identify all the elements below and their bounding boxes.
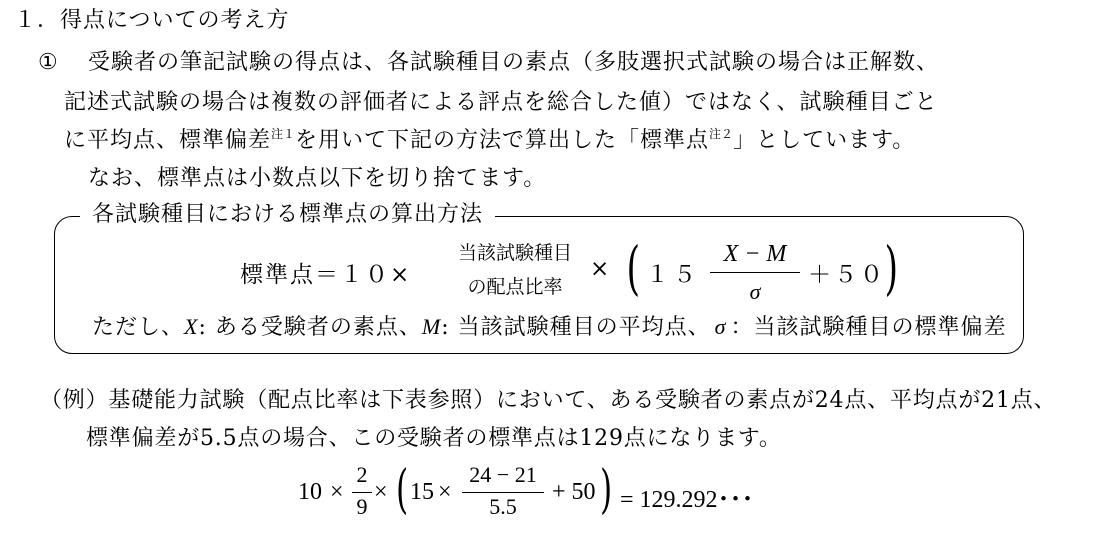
var-x: X — [184, 314, 199, 339]
fraction-deviation-denominator: σ — [749, 279, 761, 304]
example-fifteen: 15 — [410, 479, 434, 505]
definition-m: : 当該試験種目の平均点、 — [441, 315, 711, 340]
example-fraction-ratio-numerator: 2 — [356, 462, 368, 487]
definition-x: : ある受験者の素点、 — [198, 315, 422, 340]
fraction-weight-numerator: 当該試験種目 — [457, 242, 572, 264]
formula-fifteen: １５ — [646, 262, 700, 288]
example-plus-fifty: + 50 — [552, 479, 596, 505]
footnote-ref-1: 注１ — [271, 127, 296, 141]
example-fraction-ratio — [350, 462, 374, 520]
fraction-deviation-numerator: X − M — [723, 241, 787, 267]
example-times-3: × — [438, 479, 452, 505]
paragraph-line-3 — [64, 126, 915, 158]
example-fraction-deviation — [458, 462, 548, 520]
var-sigma: σ — [714, 314, 727, 339]
formula-box-title: 各試験種目における標準点の算出方法 — [80, 200, 495, 230]
example-fraction-ratio-bar — [352, 492, 372, 493]
paragraph-line-2: 記述式試験の場合は複数の評価者による評点を総合した値）ではなく、試験種目ごと — [64, 90, 938, 115]
paragraph-line-4: なお、標準点は小数点以下を切り捨てます。 — [88, 166, 547, 191]
fraction-weight-denominator: の配点比率 — [467, 276, 563, 298]
left-parenthesis: ( — [626, 234, 641, 302]
example-ten: 10 — [298, 479, 322, 505]
formula-lhs: 標準点＝１０× — [240, 262, 412, 288]
paragraph-line-3-part-a: に平均点、標準偏差 — [64, 128, 272, 153]
footnote-ref-2: 注２ — [709, 127, 734, 141]
paragraph-marker: ① — [38, 50, 59, 75]
example-line-1: （例）基礎能力試験（配点比率は下表参照）において、ある受験者の素点が24点、平均点が21点、 — [40, 388, 1057, 413]
fraction-deviation — [706, 240, 804, 306]
variable-definitions — [92, 312, 1006, 343]
section-heading: １．得点についての考え方 — [14, 8, 290, 33]
paragraph-line-3-part-c: 」としています。 — [733, 128, 916, 153]
right-parenthesis: ) — [884, 234, 899, 302]
example-fraction-ratio-denominator: 9 — [356, 494, 368, 519]
example-times-2: × — [374, 479, 388, 505]
var-m: M — [421, 314, 442, 339]
fraction-weight — [440, 240, 590, 300]
example-fraction-deviation-denominator: 5.5 — [489, 494, 517, 519]
example-times-1: × — [330, 479, 344, 505]
definition-sigma: ：当該試験種目の標準偏差 — [730, 315, 1007, 340]
example-result: = 129.292･･･ — [620, 487, 754, 513]
paragraph-line-3-part-b: を用いて下記の方法で算出した「標準点 — [295, 128, 710, 153]
definitions-prefix: ただし、 — [92, 315, 185, 340]
paragraph-line-1: 受験者の筆記試験の得点は、各試験種目の素点（多肢選択式試験の場合は正解数、 — [88, 50, 940, 75]
example-line-2: 標準偏差が5.5点の場合、この受験者の標準点は129点になります。 — [86, 426, 782, 451]
example-fraction-deviation-bar — [462, 492, 544, 493]
example-fraction-deviation-numerator: 24 − 21 — [469, 462, 537, 487]
fraction-bar — [710, 272, 800, 273]
formula-times: × — [590, 256, 610, 282]
example-left-parenthesis: ( — [396, 460, 409, 520]
example-right-parenthesis: ) — [600, 460, 613, 520]
formula-plus-fifty: ＋５０ — [808, 262, 886, 288]
